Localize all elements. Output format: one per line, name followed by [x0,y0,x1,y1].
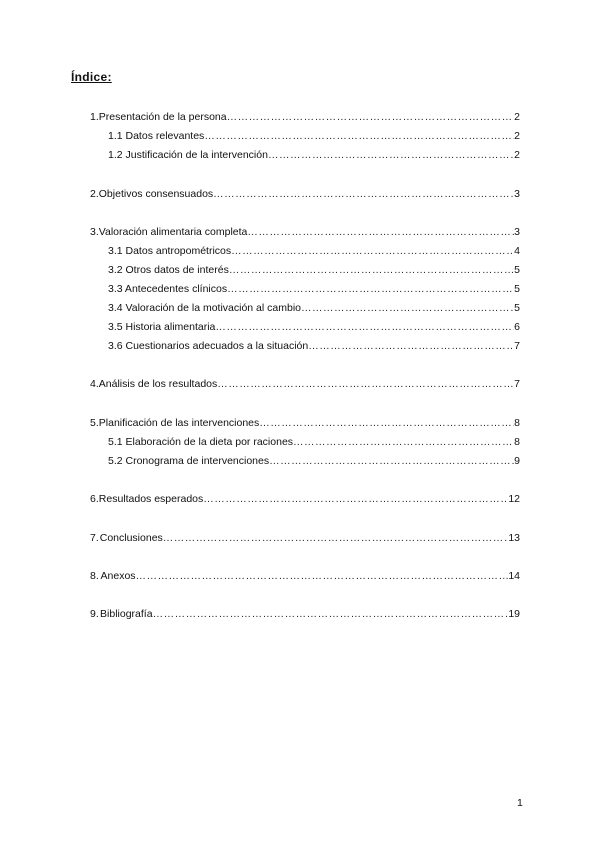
toc-entry [108,301,520,315]
toc-entry-page: 2 [514,111,520,123]
toc-entry-title: 5.2 Cronograma de intervenciones [108,455,270,467]
dot-leader [259,416,514,430]
toc-entry [90,492,520,506]
toc-entry [90,607,520,621]
toc-entry [108,339,520,353]
dot-leader [153,607,509,621]
toc-entry-title: Objetivos consensuados [98,188,214,200]
toc-entry-page: 9 [514,455,520,467]
toc-entry [90,377,520,391]
toc-entry-title: 5.1 Elaboración de la dieta por raciones [108,436,294,448]
dot-leader [213,187,514,201]
toc-entry [90,531,520,545]
toc-entry [108,454,520,468]
toc-entry [108,148,520,162]
toc-entry-page: 3 [514,188,520,200]
toc-entry-title: 1.2 Justificación de la intervención [108,149,268,161]
toc-entry [108,263,520,277]
dot-leader [308,339,514,353]
toc-entry-title: 3.5 Historia alimentaria [108,321,216,333]
page-number: 1 [517,797,523,809]
dot-leader [215,320,514,334]
dot-leader [229,263,514,277]
toc-entry-page: 7 [514,378,520,390]
toc-entry-page: 3 [514,226,520,238]
toc-entry-number: 9. [90,608,99,620]
toc-entry-number: 1. [90,111,99,123]
toc-entry-title: Conclusiones [99,532,163,544]
toc-entry-number: 5. [90,417,99,429]
dot-leader [231,244,514,258]
toc-entry-title: 1.1 Datos relevantes [108,130,205,142]
toc-entry [90,416,520,430]
toc-entry-page: 12 [508,493,520,505]
dot-leader [227,110,515,124]
toc-entry-page: 2 [514,149,520,161]
toc-entry [90,225,520,239]
toc-entry-page: 7 [514,340,520,352]
toc-entry [108,282,520,296]
dot-leader [136,569,509,583]
toc-entry-title: Valoración alimentaria completa [98,226,248,238]
toc-entry-page: 14 [508,570,520,582]
dot-leader [268,148,514,162]
toc-entry-title: Resultados esperados [98,493,204,505]
dot-leader [293,435,514,449]
toc-entry-page: 8 [514,417,520,429]
toc-entry-title: 3.2 Otros datos de interés [108,264,229,276]
toc-entry-number: 6. [90,493,99,505]
toc-entry-title: Planificación de las intervenciones [98,417,260,429]
toc-entry [108,244,520,258]
toc-entry [108,435,520,449]
toc-entry-number: 4. [90,378,99,390]
toc-entry-page: 13 [508,532,520,544]
toc-entry-page: 6 [514,321,520,333]
toc-entry-title: 3.4 Valoración de la motivación al cambio [108,302,301,314]
dot-leader [301,301,514,315]
dot-leader [217,377,514,391]
dot-leader [203,492,508,506]
toc-entry-page: 5 [514,264,520,276]
toc-entry-page: 5 [514,302,520,314]
toc-entry-number: 3. [90,226,99,238]
toc-entry-title: 3.1 Datos antropométricos [108,245,232,257]
toc-entry [90,569,520,583]
toc-entry-title: Presentación de la persona [98,111,227,123]
toc-entry-number: 8. [90,570,99,582]
toc-entry-page: 4 [514,245,520,257]
toc-entry-title: Anexos [100,570,136,582]
dot-leader [247,225,514,239]
toc-entry-title: 3.6 Cuestionarios adecuados a la situación [108,340,309,352]
dot-leader [204,129,514,143]
toc-entry-title: Análisis de los resultados [98,378,218,390]
toc-entry-number: 7. [90,532,99,544]
toc-entry-page: 2 [514,130,520,142]
toc-entry [90,187,520,201]
toc-entry-page: 5 [514,283,520,295]
dot-leader [163,531,509,545]
toc-entry [108,129,520,143]
toc-entry-title: Bibliografía [100,608,153,620]
toc-entry [90,110,520,124]
toc-entry [108,320,520,334]
toc-entry-page: 8 [514,436,520,448]
toc-entry-number: 2. [90,188,99,200]
dot-leader [227,282,514,296]
toc-entry-title: 3.3 Antecedentes clínicos [108,283,228,295]
index-heading: Índice: [71,70,112,84]
toc-entry-page: 19 [508,608,520,620]
dot-leader [269,454,514,468]
